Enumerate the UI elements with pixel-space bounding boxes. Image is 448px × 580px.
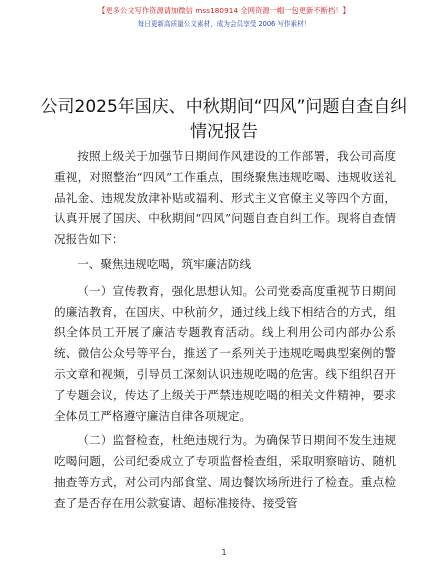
intro-paragraph: 按照上级关于加强节日期间作风建设的工作部署，我公司高度重视，对照整治“四风”工作重点，围绕聚焦违规吃喝、违规收送礼品礼金、违规发放津补贴或福利、形式主义官僚主义等四个方面，认真开展了国庆、中秋期间“四风”问题自查自纠工作。现将自查情况报告如下： — [54, 149, 396, 247]
document-title: 公司2025年国庆、中秋期间“四风”问题自查自纠情况报告 — [40, 97, 408, 143]
section-1-paragraph-1: （一）宣传教育，强化思想认知。公司党委高度重视节日期间的廉洁教育，在国庆、中秋前夕，通过线上线下相结合的方式，组织全体员工开展了廉洁专题教育活动。线上利用公司内部办公系统、微信公众号等平台，推送了一系列关于违规吃喝典型案例的警示文章和视频，引导员工深刻认识违规吃喝的危害。线下组织召开了专题会议，传达了上级关于严禁违规吃喝的相关文件精神，要求全体员工严格遵守廉洁自律各项规定。 — [54, 283, 396, 423]
document-body — [54, 146, 396, 518]
section-1-paragraph-2: （二）监督检查，杜绝违规行为。为确保节日期间不发生违规吃喝问题，公司纪委成立了专项监督检查组，采取明察暗访、随机抽查等方式，对公司内部食堂、周边餐饮场所进行了检查。重点检查了是否存在用公款宴请、超标准接待、接受管 — [54, 433, 396, 510]
promo-banner-line-1: 【更多公文写作资源请加微信 mss180914 全网资源一帽一包更新不断档！】 — [98, 6, 350, 15]
section-1-heading: 一、聚焦违规吃喝，筑牢廉洁防线 — [77, 256, 252, 271]
promo-banner-line-2: 每日更新高质量公文素材，成为会员享受 2006 写作素材！ — [137, 20, 311, 28]
page-number: 1 — [221, 548, 227, 557]
